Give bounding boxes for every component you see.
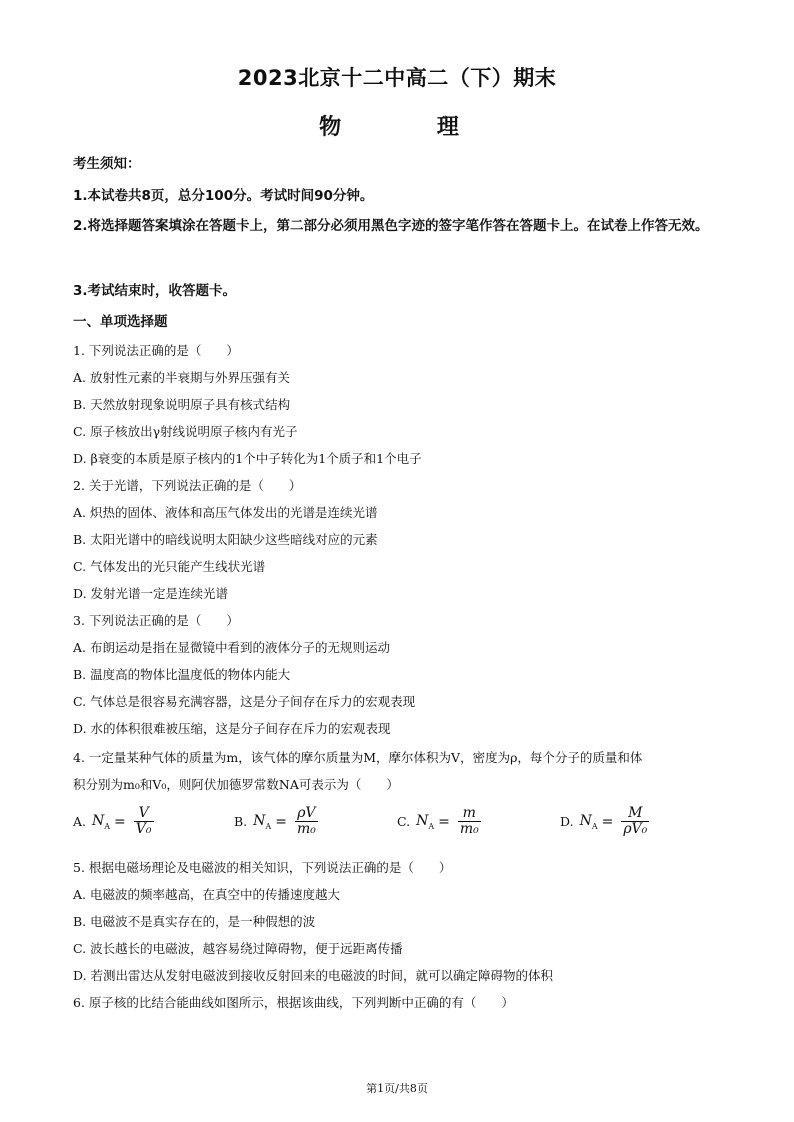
page-number: 第1页/共8页: [366, 1082, 428, 1095]
subject-title: 物 理: [319, 115, 489, 140]
question-2-option-a: A. 炽热的固体、液体和高压气体发出的光谱是连续光谱: [73, 505, 378, 520]
question-4-stem-line-1: 4. 一定量某种气体的质量为m，该气体的摩尔质量为M，摩尔体积为V，密度为ρ，每个分子的质量和体: [73, 750, 643, 765]
formula-fraction: [458, 806, 481, 837]
notice-item-2: 2.将选择题答案填涂在答题卡上，第二部分必须用黑色字迹的签字笔作答在答题卡上。在试卷上作答无效。: [73, 218, 709, 234]
question-4-option-b: [234, 806, 318, 837]
formula-lhs: $N_A$: [416, 812, 435, 831]
question-1-option-c: C. 原子核放出γ射线说明原子核内有光子: [73, 424, 298, 439]
question-2-option-c: C. 气体发出的光只能产生线状光谱: [73, 559, 266, 574]
question-4-stem-line-2: 积分别为m₀和V₀，则阿伏加德罗常数NA可表示为（ ）: [73, 777, 399, 792]
question-5-option-c: C. 波长越长的电磁波，越容易绕过障碍物，便于远距离传播: [73, 941, 403, 956]
question-5-option-b: B. 电磁波不是真实存在的，是一种假想的波: [73, 914, 316, 929]
fraction-numerator: M: [628, 805, 643, 821]
formula-fraction: [134, 806, 154, 837]
formula-lhs: $N_A$: [253, 812, 272, 831]
fraction-denominator: V₀: [135, 821, 152, 837]
formula-equals: =: [275, 813, 287, 830]
formula-lhs: $N_A$: [92, 812, 111, 831]
question-1-option-a: A. 放射性元素的半衰期与外界压强有关: [73, 370, 290, 385]
question-3-option-c: C. 气体总是很容易充满容器，这是分子间存在斥力的宏观表现: [73, 694, 416, 709]
option-label: A.: [73, 814, 87, 829]
question-5-option-a: A. 电磁波的频率越高，在真空中的传播速度越大: [73, 887, 340, 902]
notice-item-1: 1.本试卷共8页，总分100分。考试时间90分钟。: [73, 188, 374, 204]
formula-equals: =: [601, 813, 614, 830]
fraction-denominator: ρV₀: [623, 821, 648, 837]
formula-fraction: [621, 806, 649, 837]
fraction-denominator: m₀: [296, 821, 316, 837]
formula-equals: =: [114, 813, 126, 830]
notice-heading: 考生须知：: [73, 156, 141, 172]
question-3-option-a: A. 布朗运动是指在显微镜中看到的液体分子的无规则运动: [73, 640, 390, 655]
option-label: D.: [560, 814, 574, 829]
page-title: 2023北京十二中高二（下）期末: [237, 66, 557, 90]
fraction-denominator: m₀: [459, 821, 479, 837]
question-1-option-d: D. β衰变的本质是原子核内的1个中子转化为1个质子和1个电子: [73, 451, 422, 466]
question-4-option-a: [73, 806, 154, 837]
question-3-option-d: D. 水的体积很难被压缩，这是分子间存在斥力的宏观表现: [73, 721, 391, 736]
formula-lhs: $N_A$: [579, 812, 598, 831]
formula-equals: =: [438, 813, 450, 830]
question-1-stem: 1. 下列说法正确的是（ ）: [73, 343, 239, 358]
option-label: C.: [397, 814, 411, 829]
question-4-option-c: [397, 806, 481, 837]
question-6-stem: 6. 原子核的比结合能曲线如图所示，根据该曲线，下列判断中正确的有（ ）: [73, 995, 514, 1010]
formula-fraction: [295, 806, 318, 837]
question-2-option-d: D. 发射光谱一定是连续光谱: [73, 586, 229, 601]
fraction-numerator: V: [138, 805, 149, 821]
notice-item-3: 3.考试结束时，收答题卡。: [73, 283, 237, 299]
question-2-stem: 2. 关于光谱，下列说法正确的是（ ）: [73, 478, 302, 493]
question-3-option-b: B. 温度高的物体比温度低的物体内能大: [73, 667, 291, 682]
question-1-option-b: B. 天然放射现象说明原子具有核式结构: [73, 397, 291, 412]
question-5-option-d: D. 若测出雷达从发射电磁波到接收反射回来的电磁波的时间，就可以确定障碍物的体积: [73, 968, 554, 983]
question-3-stem: 3. 下列说法正确的是（ ）: [73, 613, 239, 628]
option-label: B.: [234, 814, 248, 829]
fraction-numerator: m: [462, 805, 476, 821]
question-2-option-b: B. 太阳光谱中的暗线说明太阳缺少这些暗线对应的元素: [73, 532, 378, 547]
question-4-option-d: [560, 806, 649, 837]
question-5-stem: 5. 根据电磁场理论及电磁波的相关知识，下列说法正确的是（ ）: [73, 860, 452, 875]
fraction-numerator: ρV: [297, 805, 316, 821]
section-heading: 一、单项选择题: [73, 314, 168, 330]
